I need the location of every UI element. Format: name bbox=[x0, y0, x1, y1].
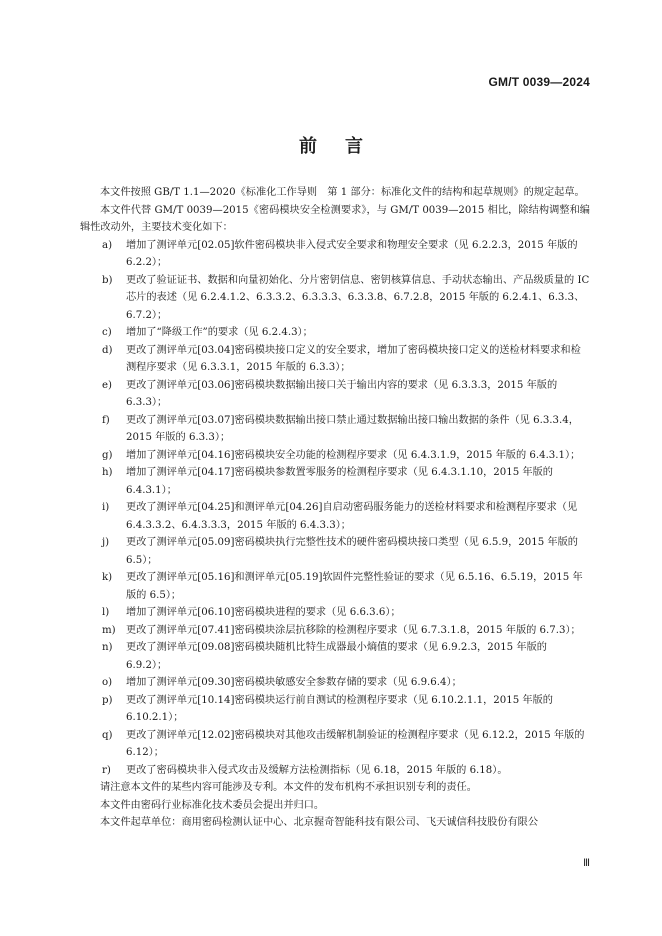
list-item bbox=[80, 447, 590, 465]
list-item-text: 增加了测评单元[04.17]密码模块参数置零服务的检测程序要求（见 6.4.3.1.10，2015 年版的 6.4.3.1）； bbox=[126, 467, 553, 496]
list-item-text: 更改了密码模块非入侵式攻击及缓解方法检测指标（见 6.18，2015 年版的 6.18）。 bbox=[126, 764, 508, 776]
list-item-text: 更改了测评单元[05.09]密码模块执行完整性技术的硬件密码模块接口类型（见 6.5.9，2015 年版的 6.5）； bbox=[126, 537, 578, 566]
list-item-marker: f) bbox=[102, 414, 110, 426]
list-item-text: 更改了验证证书、数据和向量初始化、分片密钥信息、密钥核算信息、手动状态输出、产品级质量的 IC 芯片的表述（见 6.2.4.1.2、6.3.3.2、6.3.3.3、6.3.3.8、6.7.2.8，2015 年版的 6.2.4.1、6.3.3、6.7.2）； bbox=[126, 274, 590, 321]
list-item-marker: h) bbox=[102, 467, 113, 478]
list-item-text: 更改了测评单元[07.41]密码模块涂层抗移除的检测程序要求（见 6.7.3.1.8，2015 年版的 6.7.3）； bbox=[126, 624, 581, 636]
list-item-text: 更改了测评单元[12.02]密码模块对其他攻击缓解机制验证的检测程序要求（见 6.12.2，2015 年版的 6.12）； bbox=[126, 729, 585, 758]
document-body bbox=[80, 184, 590, 832]
list-item-marker: p) bbox=[102, 694, 113, 706]
list-item-marker: j) bbox=[102, 537, 110, 548]
list-item-marker: c) bbox=[102, 327, 112, 338]
list-item bbox=[80, 674, 590, 692]
list-item bbox=[80, 412, 590, 447]
list-item-marker: d) bbox=[102, 344, 113, 356]
list-item bbox=[80, 534, 590, 569]
list-item-marker: a) bbox=[102, 239, 113, 251]
list-item bbox=[80, 342, 590, 377]
list-item bbox=[80, 692, 590, 727]
list-item-text: 更改了测评单元[09.08]密码模块随机比特生成器最小熵值的要求（见 6.9.2.3，2015 年版的 6.9.2）； bbox=[126, 642, 547, 671]
list-item bbox=[80, 324, 590, 342]
list-item-marker: i) bbox=[102, 502, 110, 513]
list-item-text: 更改了测评单元[03.06]密码模块数据输出接口关于输出内容的要求（见 6.3.3.3，2015 年版的 6.3.3）； bbox=[126, 379, 558, 408]
list-item-marker: q) bbox=[102, 729, 113, 741]
list-item-marker: k) bbox=[102, 572, 113, 583]
list-item-marker: n) bbox=[102, 642, 113, 653]
list-item-text: 更改了测评单元[03.07]密码模块数据输出接口禁止通过数据输出接口输出数据的条件（见 6.3.3.4，2015 年版的 6.3.3）； bbox=[126, 414, 579, 443]
technical-changes-list bbox=[80, 237, 590, 780]
list-item-text: 更改了测评单元[05.16]和测评单元[05.19]软固件完整性验证的要求（见 6.5.16、6.5.19，2015 年版的 6.5）； bbox=[126, 572, 583, 601]
list-item-marker: l) bbox=[102, 607, 110, 618]
intro-paragraph: 本文件按照 GB/T 1.1—2020《标准化工作导则 第 1 部分：标准化文件的结构和起草规则》的规定起草。 bbox=[100, 187, 585, 198]
page-title: 前言 bbox=[299, 136, 391, 157]
list-item bbox=[80, 499, 590, 534]
document-code: GM/T 0039—2024 bbox=[488, 75, 590, 89]
list-item-text: 增加了测评单元[09.30]密码模块敏感安全参数存储的要求（见 6.9.6.4）； bbox=[126, 677, 462, 688]
list-item bbox=[80, 237, 590, 272]
list-item bbox=[80, 762, 590, 780]
list-item bbox=[80, 272, 590, 325]
list-item-text: 增加了测评单元[02.05]软件密码模块非入侵式安全要求和物理安全要求（见 6.2.2.3，2015 年版的 6.2.2）； bbox=[126, 239, 578, 268]
list-item-marker: b) bbox=[102, 274, 113, 286]
list-item bbox=[80, 604, 590, 622]
list-item-marker: g) bbox=[102, 449, 113, 461]
patent-notice: 请注意本文件的某些内容可能涉及专利。本文件的发布机构不承担识别专利的责任。 bbox=[100, 782, 477, 793]
list-item-text: 更改了测评单元[10.14]密码模块运行前自测试的检测程序要求（见 6.10.2.1.1，2015 年版的 6.10.2.1）； bbox=[126, 694, 553, 723]
list-item bbox=[80, 639, 590, 674]
list-item bbox=[80, 377, 590, 412]
list-item-marker: r) bbox=[102, 764, 111, 776]
list-item bbox=[80, 727, 590, 762]
list-item-marker: e) bbox=[102, 379, 113, 391]
proposing-committee: 本文件由密码行业标准化技术委员会提出并归口。 bbox=[100, 799, 325, 811]
page-number: Ⅲ bbox=[583, 858, 590, 869]
list-item bbox=[80, 464, 590, 499]
list-item-text: 增加了测评单元[06.10]密码模块进程的要求（见 6.6.3.6）； bbox=[126, 607, 401, 618]
list-item-text: 增加了测评单元[04.16]密码模块安全功能的检测程序要求（见 6.4.3.1.9，2015 年版的 6.4.3.1）； bbox=[126, 449, 581, 461]
list-item-marker: m) bbox=[102, 624, 116, 636]
list-item-marker: o) bbox=[102, 677, 113, 688]
replacement-paragraph: 本文件代替 GM/T 0039—2015《密码模块安全检测要求》，与 GM/T 0039—2015 相比，除结构调整和编辑性改动外，主要技术变化如下： bbox=[80, 204, 590, 233]
list-item-text: 更改了测评单元[04.25]和测评单元[04.26]自启动密码服务能力的送检材料要求和检测程序要求（见 6.4.3.3.2、6.4.3.3.3，2015 年版的 6.4.3.3）； bbox=[126, 502, 578, 531]
list-item-text: 增加了“降级工作”的要求（见 6.2.4.3）； bbox=[126, 327, 313, 338]
list-item bbox=[80, 622, 590, 640]
drafting-units: 本文件起草单位：商用密码检测认证中心、北京握奇智能科技有限公司、飞天诚信科技股份有限公 bbox=[100, 817, 539, 828]
list-item-text: 更改了测评单元[03.04]密码模块接口定义的安全要求，增加了密码模块接口定义的送检材料要求和检测程序要求（见 6.3.3.1，2015 年版的 6.3.3）； bbox=[126, 344, 581, 373]
list-item bbox=[80, 569, 590, 604]
